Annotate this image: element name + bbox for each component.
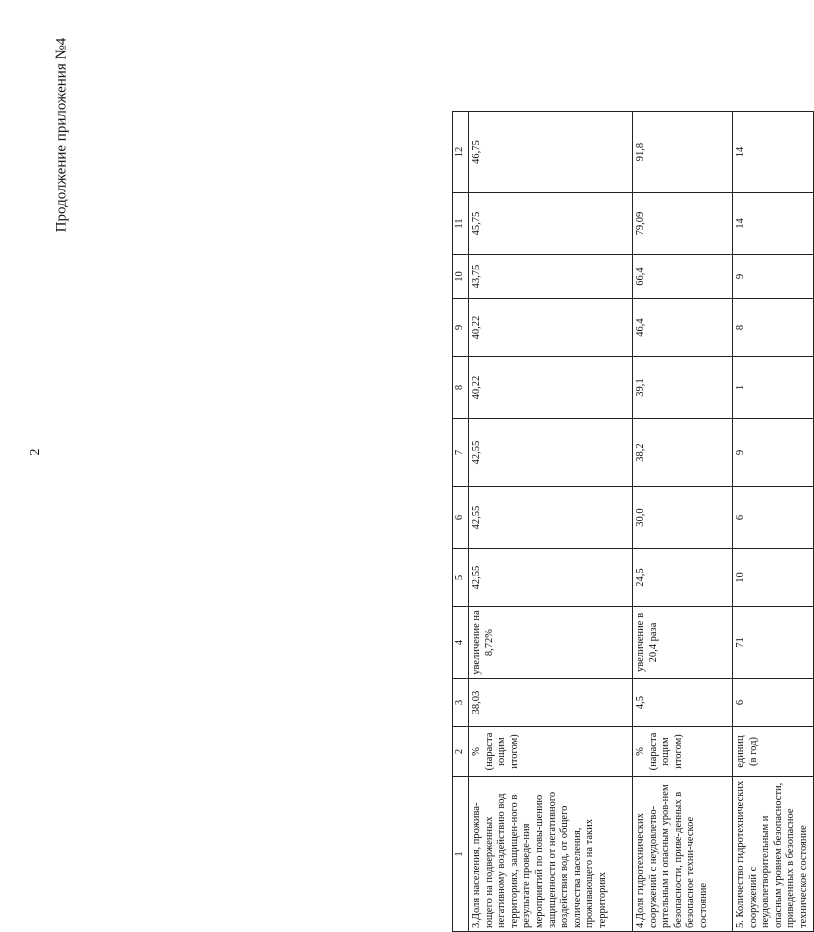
base-value-cell: 38,03 — [469, 679, 633, 727]
column-number: 8 — [453, 357, 469, 419]
value-cell: 9 — [733, 255, 814, 299]
value-cell: 6 — [733, 487, 814, 549]
value-cell: 14 — [733, 112, 814, 193]
value-cell: 9 — [733, 419, 814, 487]
base-value-cell: 4,5 — [633, 679, 733, 727]
table-row — [469, 112, 633, 932]
page-heading: Продолжение приложения №4 — [53, 37, 70, 233]
value-cell: 24,5 — [633, 549, 733, 607]
indicators-table — [452, 111, 814, 932]
indicator-name: 4.Доля гидротехнических сооружений с неудовлетво-рительным и опасным уров-нем безопасности, приве-денных в безопасное техни-ческое состояние — [633, 777, 733, 932]
value-cell: 79,09 — [633, 193, 733, 255]
value-cell: 42,55 — [469, 487, 633, 549]
value-cell: 46,4 — [633, 299, 733, 357]
value-cell: 45,75 — [469, 193, 633, 255]
column-number: 9 — [453, 299, 469, 357]
page-number: 2 — [28, 448, 43, 456]
table-row — [733, 112, 814, 932]
unit-cell: % (нараста ющим итогом) — [469, 727, 633, 777]
change-cell: увеличение в 20,4 раза — [633, 607, 733, 679]
base-value-cell: 6 — [733, 679, 814, 727]
value-cell: 1 — [733, 357, 814, 419]
column-number: 4 — [453, 607, 469, 679]
column-number: 1 — [453, 777, 469, 932]
value-cell: 66,4 — [633, 255, 733, 299]
change-cell: увеличение на 8,72% — [469, 607, 633, 679]
column-number-row — [453, 112, 469, 932]
value-cell: 40,22 — [469, 357, 633, 419]
indicator-name: 5. Количество гидротехнических сооружений с неудовлетворительным и опасным уровнем безопасности, приведенных в безопасное техническое состояние — [733, 777, 814, 932]
value-cell: 42,55 — [469, 419, 633, 487]
column-number: 5 — [453, 549, 469, 607]
value-cell: 8 — [733, 299, 814, 357]
indicator-name: 3.Доля населения, прожива-ющего на подверженных негативному воздействию вод территориях, защищен-ного в результате проведе-ния мероприятий по повы-шению защищенности от негативного воздействия вод, от общего количества населения, проживающего на таких территориях — [469, 777, 633, 932]
column-number: 11 — [453, 193, 469, 255]
value-cell: 91,8 — [633, 112, 733, 193]
column-number: 3 — [453, 679, 469, 727]
column-number: 7 — [453, 419, 469, 487]
value-cell: 43,75 — [469, 255, 633, 299]
column-number: 12 — [453, 112, 469, 193]
unit-cell: % (нараста ющим итогом) — [633, 727, 733, 777]
table-container — [452, 112, 809, 932]
unit-cell: единиц (в год) — [733, 727, 814, 777]
value-cell: 10 — [733, 549, 814, 607]
value-cell: 46,75 — [469, 112, 633, 193]
value-cell: 42,55 — [469, 549, 633, 607]
value-cell: 40,22 — [469, 299, 633, 357]
table-row — [633, 112, 733, 932]
column-number: 6 — [453, 487, 469, 549]
value-cell: 30,0 — [633, 487, 733, 549]
change-cell: 71 — [733, 607, 814, 679]
value-cell: 39,1 — [633, 357, 733, 419]
column-number: 10 — [453, 255, 469, 299]
column-number: 2 — [453, 727, 469, 777]
value-cell: 14 — [733, 193, 814, 255]
value-cell: 38,2 — [633, 419, 733, 487]
